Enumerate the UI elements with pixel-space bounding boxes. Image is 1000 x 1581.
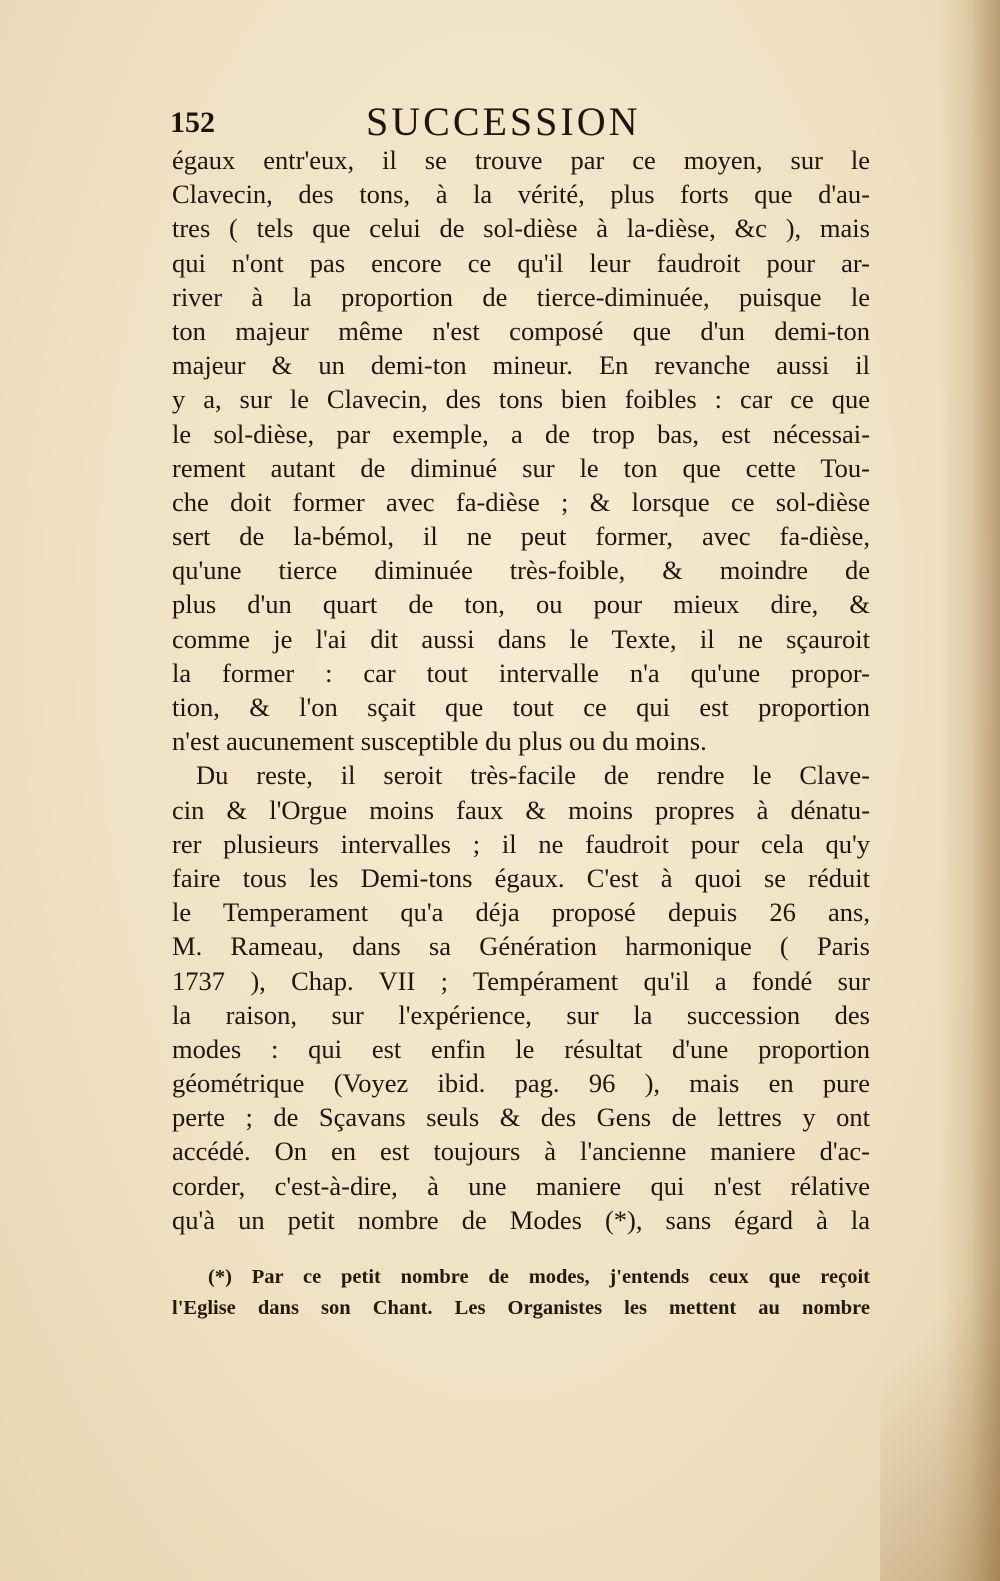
body-line: y a, sur le Clavecin, des tons bien foibles : car ce que	[172, 384, 870, 415]
body-line: Clavecin, des tons, à la vérité, plus forts que d'au-	[172, 179, 870, 210]
body-line: égaux entr'eux, il se trouve par ce moyen, sur le	[172, 145, 870, 175]
body-line: géométrique (Voyez ibid. pag. 96 ), mais en pure	[172, 1068, 870, 1099]
footnote-line: l'Eglise dans son Chant. Les Organistes les mettent au nombre	[172, 1297, 870, 1319]
body-line: sert de la-bémol, il ne peut former, avec fa-dièse,	[172, 521, 870, 552]
running-head: SUCCESSION	[366, 99, 641, 144]
body-line: majeur & un demi-ton mineur. En revanche aussi il	[172, 350, 870, 381]
page-corner-stain	[880, 1161, 1000, 1581]
body-line: comme je l'ai dit aussi dans le Texte, il ne sçauroit	[172, 623, 870, 654]
body-line: corder, c'est-à-dire, à une maniere qui n'est rélative	[172, 1170, 870, 1201]
body-line: M. Rameau, dans sa Génération harmonique ( Paris	[172, 931, 870, 962]
body-line: la former : car tout intervalle n'a qu'une propor-	[172, 657, 870, 688]
footnote-line: (*) Par ce petit nombre de modes, j'entends ceux que reçoit	[208, 1266, 870, 1288]
body-text	[172, 143, 870, 1237]
body-line: plus d'un quart de ton, ou pour mieux dire, &	[172, 589, 870, 620]
body-line: river à la proportion de tierce-diminuée, puisque le	[172, 281, 870, 312]
body-line: le Temperament qu'a déja proposé depuis 26 ans,	[172, 897, 870, 928]
body-line: modes : qui est enfin le résultat d'une proportion	[172, 1033, 870, 1064]
body-line: che doit former avec fa-dièse ; & lorsque ce sol-dièse	[172, 486, 870, 517]
body-line: rement autant de diminué sur le ton que cette Tou-	[172, 452, 870, 483]
body-line: rer plusieurs intervalles ; il ne faudroit pour cela qu'y	[172, 828, 870, 859]
body-line: tres ( tels que celui de sol-dièse à la-dièse, &c ), mais	[172, 213, 870, 244]
page-number: 152	[170, 106, 215, 139]
body-line: perte ; de Sçavans seuls & des Gens de lettres y ont	[172, 1102, 870, 1133]
body-line: qu'à un petit nombre de Modes (*), sans égard à la	[172, 1204, 870, 1235]
body-line: n'est aucunement susceptible du plus ou du moins.	[172, 726, 707, 757]
body-line: Du reste, il seroit très-facile de rendre le Clave-	[196, 760, 870, 791]
footnote	[172, 1262, 870, 1324]
body-line: la raison, sur l'expérience, sur la succession des	[172, 999, 870, 1030]
body-line: cin & l'Orgue moins faux & moins propres à dénatu-	[172, 794, 870, 825]
body-line: faire tous les Demi-tons égaux. C'est à quoi se réduit	[172, 862, 870, 893]
body-line: tion, & l'on sçait que tout ce qui est proportion	[172, 692, 870, 722]
body-line: qu'une tierce diminuée très-foible, & moindre de	[172, 555, 870, 586]
body-line: 1737 ), Chap. VII ; Tempérament qu'il a fondé sur	[172, 965, 870, 996]
body-line: accédé. On en est toujours à l'ancienne maniere d'ac-	[172, 1136, 870, 1167]
body-line: le sol-dièse, par exemple, a de trop bas, est nécessai-	[172, 418, 870, 449]
body-line: qui n'ont pas encore ce qu'il leur faudroit pour ar-	[172, 247, 870, 278]
body-line: ton majeur même n'est composé que d'un demi-ton	[172, 315, 870, 346]
page-header	[170, 98, 870, 148]
